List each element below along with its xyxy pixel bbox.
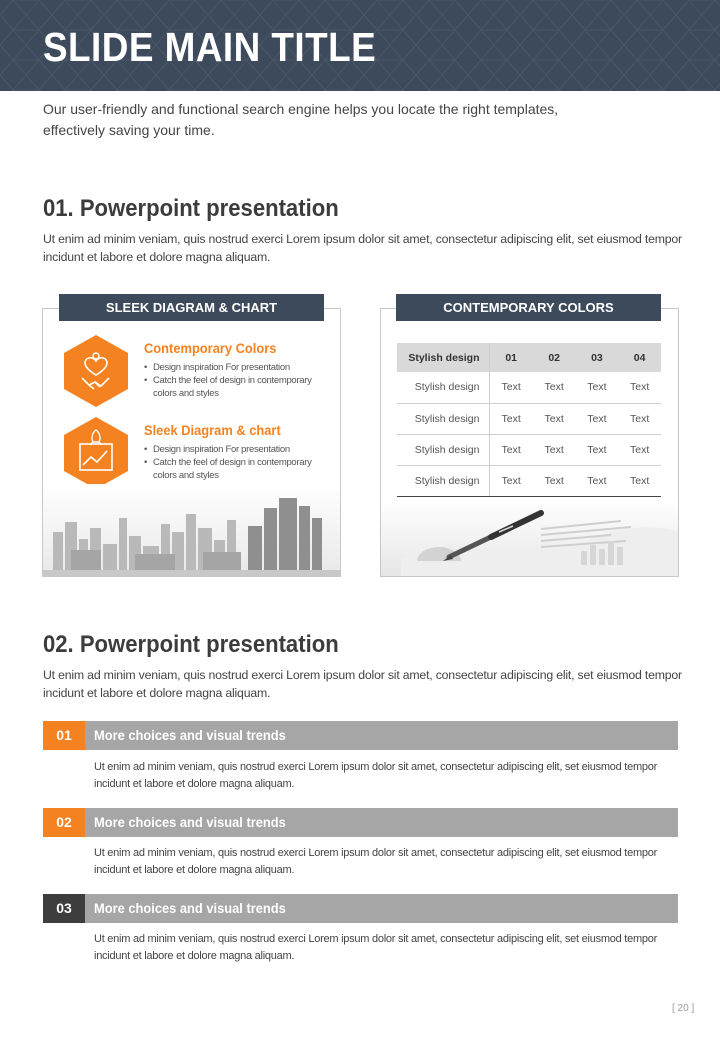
- list-item-body: Ut enim ad minim veniam, quis nostrud exerci Lorem ipsum dolor sit amet, consectetur adipiscing elit, set eiusmod tempor incidunt et labore et dolore magna aliquam.: [94, 847, 658, 876]
- table-cell: Text: [489, 372, 533, 403]
- section-1-title: 01. Powerpoint presentation: [43, 195, 339, 222]
- table-row-header: Stylish design: [397, 434, 489, 465]
- table-cell: Text: [533, 403, 576, 434]
- feature-bullet: • Catch the feel of design in contemporary colors and styles: [144, 456, 329, 482]
- table-cell: Text: [576, 465, 619, 496]
- table-row: [397, 465, 661, 496]
- section-2-title: 02. Powerpoint presentation: [43, 631, 339, 658]
- table-cell: Text: [576, 434, 619, 465]
- table-cell: Text: [618, 434, 661, 465]
- list-item-01: [43, 721, 678, 750]
- table-row-header: Stylish design: [397, 465, 489, 496]
- table-column-header: 01: [489, 343, 533, 372]
- section-2-body: Ut enim ad minim veniam, quis nostrud exerci Lorem ipsum dolor sit amet, consectetur adipiscing elit, set eiusmod tempor incidunt et labore et dolore magna aliquam.: [43, 668, 682, 700]
- table-row-header: Stylish design: [397, 403, 489, 434]
- table-cell: Text: [576, 372, 619, 403]
- feature-bullet: • Design inspiration For presentation: [144, 361, 329, 374]
- city-skyline-image: [43, 484, 340, 577]
- table-cell: Text: [489, 434, 533, 465]
- sleek-diagram-panel: [42, 308, 341, 577]
- rocket-chart-icon: [63, 416, 129, 490]
- table-cell: Text: [618, 465, 661, 496]
- handshake-heart-icon: [63, 334, 129, 408]
- table-column-header: 04: [618, 343, 661, 372]
- table-row-header: Stylish design: [397, 372, 489, 403]
- table-cell: Text: [533, 372, 576, 403]
- list-item-number: 03: [43, 894, 85, 923]
- table-row: [397, 403, 661, 434]
- pen-on-charts-image: [381, 499, 678, 577]
- feature-bullet-list: [144, 361, 329, 400]
- list-item-number: 01: [43, 721, 85, 750]
- header-banner: [0, 0, 720, 91]
- page-title: SLIDE MAIN TITLE: [43, 24, 377, 70]
- table-cell: Text: [489, 403, 533, 434]
- table-cell: Text: [618, 403, 661, 434]
- table-cell: Text: [533, 465, 576, 496]
- data-table: [397, 343, 661, 497]
- table-column-header: Stylish design: [397, 343, 489, 372]
- list-item-number: 02: [43, 808, 85, 837]
- table-header-row: [397, 343, 661, 372]
- table-cell: Text: [533, 434, 576, 465]
- table-cell: Text: [489, 465, 533, 496]
- list-item-03: [43, 894, 678, 923]
- table-row: [397, 434, 661, 465]
- table-column-header: 03: [576, 343, 619, 372]
- list-item-title: More choices and visual trends: [94, 814, 286, 830]
- table-cell: Text: [618, 372, 661, 403]
- list-item-body: Ut enim ad minim veniam, quis nostrud exerci Lorem ipsum dolor sit amet, consectetur adipiscing elit, set eiusmod tempor incidunt et labore et dolore magna aliquam.: [94, 933, 658, 962]
- table-column-header: 02: [533, 343, 576, 372]
- table-row: [397, 372, 661, 403]
- intro-text: Our user-friendly and functional search engine helps you locate the right templates, effectively saving your time.: [43, 101, 559, 138]
- feature-bullet: • Design inspiration For presentation: [144, 443, 329, 456]
- feature-item-contemporary-colors: [43, 334, 333, 414]
- section-1-body: Ut enim ad minim veniam, quis nostrud exerci Lorem ipsum dolor sit amet, consectetur adipiscing elit, set eiusmod tempor incidunt et labore et dolore magna aliquam.: [43, 232, 682, 264]
- contemporary-colors-panel: [380, 308, 679, 577]
- contemporary-colors-panel-header: CONTEMPORARY COLORS: [396, 294, 661, 321]
- page-number: [ 20 ]: [672, 1003, 695, 1014]
- feature-bullet-list: [144, 443, 329, 482]
- feature-title: Sleek Diagram & chart: [144, 422, 281, 438]
- sleek-diagram-panel-header: SLEEK DIAGRAM & CHART: [59, 294, 324, 321]
- list-item-02: [43, 808, 678, 837]
- table-cell: Text: [576, 403, 619, 434]
- list-item-title: More choices and visual trends: [94, 900, 286, 916]
- feature-bullet: • Catch the feel of design in contemporary colors and styles: [144, 374, 329, 400]
- list-item-title: More choices and visual trends: [94, 727, 286, 743]
- feature-title: Contemporary Colors: [144, 340, 277, 356]
- list-item-body: Ut enim ad minim veniam, quis nostrud exerci Lorem ipsum dolor sit amet, consectetur adipiscing elit, set eiusmod tempor incidunt et labore et dolore magna aliquam.: [94, 761, 658, 790]
